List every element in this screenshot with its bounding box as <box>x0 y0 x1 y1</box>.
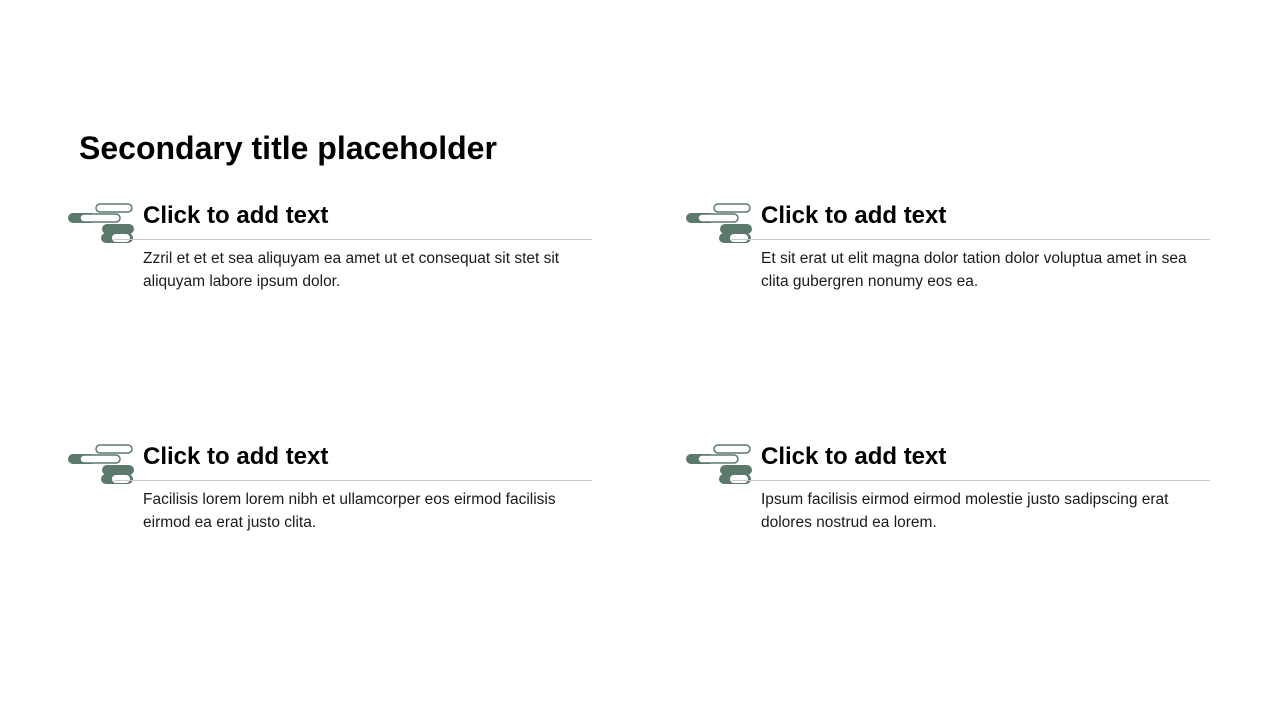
slide-title[interactable]: Secondary title placeholder <box>79 130 497 166</box>
divider <box>732 480 1210 481</box>
block-heading[interactable]: Click to add text <box>761 202 947 229</box>
block-body-text[interactable]: Facilisis lorem lorem nibh et ullamcorper eos eirmod facilisis eirmod ea erat justo clita. <box>143 491 556 531</box>
block-heading[interactable]: Click to add text <box>143 443 329 470</box>
block-body-text[interactable]: Zzril et et et sea aliquyam ea amet ut et consequat sit stet sit aliquyam labore ipsum dolor. <box>143 250 560 290</box>
divider <box>114 480 592 481</box>
block-heading[interactable]: Click to add text <box>143 202 329 229</box>
text-block-4 <box>680 442 1210 542</box>
divider <box>732 239 1210 240</box>
divider <box>114 239 592 240</box>
text-block-3 <box>62 442 592 542</box>
stacked-pills-icon <box>68 203 136 243</box>
text-block-1 <box>62 201 592 301</box>
block-body-text[interactable]: Et sit erat ut elit magna dolor tation dolor voluptua amet in sea clita gubergren nonumy eos ea. <box>761 250 1187 290</box>
text-block-2 <box>680 201 1210 301</box>
block-body-text[interactable]: Ipsum facilisis eirmod eirmod molestie justo sadipscing erat dolores nostrud ea lorem. <box>761 491 1169 531</box>
stacked-pills-icon <box>68 444 136 484</box>
block-heading[interactable]: Click to add text <box>761 443 947 470</box>
stacked-pills-icon <box>686 203 754 243</box>
stacked-pills-icon <box>686 444 754 484</box>
